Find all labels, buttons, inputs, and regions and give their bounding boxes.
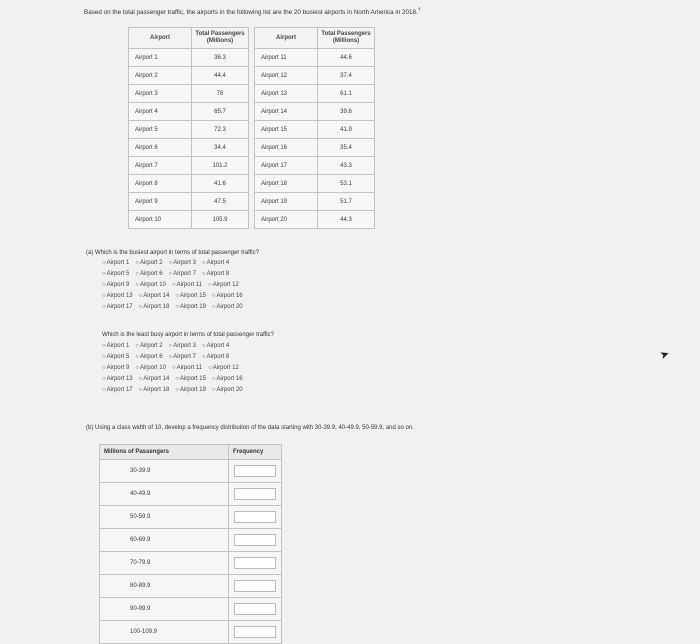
frequency-cell bbox=[229, 598, 282, 621]
airport-name: Airport 2 bbox=[129, 67, 192, 85]
table-row bbox=[100, 506, 282, 529]
passenger-value: 53.1 bbox=[318, 175, 375, 193]
frequency-input[interactable] bbox=[234, 465, 276, 477]
frequency-input[interactable] bbox=[234, 580, 276, 592]
intro-text: Based on the total passenger traffic, the airports in the following list are the 20 busiest airports in North America in 2018.† bbox=[84, 7, 421, 17]
header-total: Total Passengers (Millions) bbox=[318, 28, 375, 49]
passenger-value: 37.4 bbox=[318, 67, 375, 85]
table-row bbox=[100, 552, 282, 575]
airport-name: Airport 1 bbox=[129, 49, 192, 67]
passenger-value: 41.9 bbox=[318, 121, 375, 139]
class-interval: 30-39.9 bbox=[100, 460, 229, 483]
airport-name: Airport 8 bbox=[129, 175, 192, 193]
passenger-value: 44.3 bbox=[318, 211, 375, 229]
radio-option[interactable]: ○ Airport 13 bbox=[102, 376, 133, 382]
airport-name: Airport 15 bbox=[255, 121, 318, 139]
class-interval: 90-99.9 bbox=[100, 598, 229, 621]
table-row bbox=[100, 598, 282, 621]
table-row bbox=[129, 193, 249, 211]
radio-option[interactable]: ○ Airport 19 bbox=[175, 304, 206, 310]
radio-option[interactable]: ○ Airport 14 bbox=[139, 293, 170, 299]
airport-table-right bbox=[254, 27, 375, 229]
radio-option[interactable]: ○ Airport 6 bbox=[135, 271, 162, 277]
class-interval: 60-69.9 bbox=[100, 529, 229, 552]
airport-name: Airport 7 bbox=[129, 157, 192, 175]
table-row bbox=[100, 460, 282, 483]
option-row bbox=[102, 269, 249, 280]
table-row bbox=[129, 121, 249, 139]
question-a2-options bbox=[102, 341, 249, 396]
table-row bbox=[255, 67, 375, 85]
class-interval: 100-109.9 bbox=[100, 621, 229, 644]
radio-option[interactable]: ○ Airport 12 bbox=[208, 365, 239, 371]
frequency-input[interactable] bbox=[234, 488, 276, 500]
airport-name: Airport 14 bbox=[255, 103, 318, 121]
radio-option[interactable]: ○ Airport 3 bbox=[169, 343, 196, 349]
option-row bbox=[102, 258, 249, 269]
radio-option[interactable]: ○ Airport 7 bbox=[169, 271, 196, 277]
frequency-input[interactable] bbox=[234, 557, 276, 569]
passenger-value: 34.4 bbox=[192, 139, 249, 157]
airport-name: Airport 10 bbox=[129, 211, 192, 229]
radio-option[interactable]: ○ Airport 18 bbox=[139, 387, 170, 393]
airport-name: Airport 16 bbox=[255, 139, 318, 157]
radio-option[interactable]: ○ Airport 8 bbox=[202, 271, 229, 277]
passenger-value: 51.7 bbox=[318, 193, 375, 211]
radio-option[interactable]: ○ Airport 2 bbox=[135, 260, 162, 266]
frequency-cell bbox=[229, 460, 282, 483]
airport-name: Airport 9 bbox=[129, 193, 192, 211]
radio-option[interactable]: ○ Airport 7 bbox=[169, 354, 196, 360]
airport-table-left bbox=[128, 27, 249, 229]
radio-option[interactable]: ○ Airport 17 bbox=[102, 387, 133, 393]
frequency-cell bbox=[229, 575, 282, 598]
table-row bbox=[255, 103, 375, 121]
header-frequency: Frequency bbox=[229, 445, 282, 460]
frequency-cell bbox=[229, 483, 282, 506]
header-class: Millions of Passengers bbox=[100, 445, 229, 460]
frequency-cell bbox=[229, 552, 282, 575]
radio-option[interactable]: ○ Airport 4 bbox=[202, 260, 229, 266]
radio-option[interactable]: ○ Airport 10 bbox=[135, 282, 166, 288]
airport-name: Airport 17 bbox=[255, 157, 318, 175]
radio-option[interactable]: ○ Airport 4 bbox=[202, 343, 229, 349]
table-row bbox=[129, 85, 249, 103]
passenger-value: 44.4 bbox=[192, 67, 249, 85]
radio-option[interactable]: ○ Airport 6 bbox=[135, 354, 162, 360]
table-row bbox=[129, 103, 249, 121]
question-a-label: (a) Which is the busiest airport in terms of total passenger traffic? bbox=[86, 250, 259, 256]
option-row bbox=[102, 280, 249, 291]
passenger-value: 47.5 bbox=[192, 193, 249, 211]
passenger-value: 43.3 bbox=[318, 157, 375, 175]
table-row bbox=[255, 157, 375, 175]
airport-name: Airport 6 bbox=[129, 139, 192, 157]
table-row bbox=[129, 157, 249, 175]
airport-name: Airport 5 bbox=[129, 121, 192, 139]
radio-option[interactable]: ○ Airport 3 bbox=[169, 260, 196, 266]
frequency-cell bbox=[229, 621, 282, 644]
table-row bbox=[255, 175, 375, 193]
airport-name: Airport 12 bbox=[255, 67, 318, 85]
radio-option[interactable]: ○ Airport 15 bbox=[175, 293, 206, 299]
passenger-value: 105.9 bbox=[192, 211, 249, 229]
option-row bbox=[102, 291, 249, 302]
option-row bbox=[102, 341, 249, 352]
radio-option[interactable]: ○ Airport 20 bbox=[212, 304, 243, 310]
table-row bbox=[255, 139, 375, 157]
radio-option[interactable]: ○ Airport 2 bbox=[135, 343, 162, 349]
passenger-value: 41.6 bbox=[192, 175, 249, 193]
radio-option[interactable]: ○ Airport 20 bbox=[212, 387, 243, 393]
radio-option[interactable]: ○ Airport 11 bbox=[172, 282, 202, 288]
radio-option[interactable]: ○ Airport 8 bbox=[202, 354, 229, 360]
table-row bbox=[129, 175, 249, 193]
table-row bbox=[100, 483, 282, 506]
table-row bbox=[255, 211, 375, 229]
radio-option[interactable]: ○ Airport 10 bbox=[135, 365, 166, 371]
radio-option[interactable]: ○ Airport 1 bbox=[102, 343, 129, 349]
frequency-input[interactable] bbox=[234, 534, 276, 546]
airport-name: Airport 4 bbox=[129, 103, 192, 121]
class-interval: 70-79.9 bbox=[100, 552, 229, 575]
class-interval: 80-89.9 bbox=[100, 575, 229, 598]
option-row bbox=[102, 385, 249, 396]
radio-option[interactable]: ○ Airport 9 bbox=[102, 282, 129, 288]
header-airport: Airport bbox=[255, 28, 318, 49]
radio-option[interactable]: ○ Airport 14 bbox=[139, 376, 170, 382]
frequency-cell bbox=[229, 529, 282, 552]
table-row bbox=[100, 621, 282, 644]
header-total: Total Passengers (Millions) bbox=[192, 28, 249, 49]
table-row bbox=[129, 49, 249, 67]
frequency-cell bbox=[229, 506, 282, 529]
airport-name: Airport 3 bbox=[129, 85, 192, 103]
airport-name: Airport 11 bbox=[255, 49, 318, 67]
option-row bbox=[102, 363, 249, 374]
frequency-table bbox=[99, 444, 282, 644]
radio-option[interactable]: ○ Airport 15 bbox=[175, 376, 206, 382]
class-interval: 40-49.9 bbox=[100, 483, 229, 506]
airport-name: Airport 18 bbox=[255, 175, 318, 193]
airport-name: Airport 20 bbox=[255, 211, 318, 229]
radio-option[interactable]: ○ Airport 5 bbox=[102, 271, 129, 277]
question-a2-label: Which is the least busy airport in terms of total passenger traffic? bbox=[102, 332, 274, 338]
radio-option[interactable]: ○ Airport 1 bbox=[102, 260, 129, 266]
table-row bbox=[255, 85, 375, 103]
passenger-value: 72.3 bbox=[192, 121, 249, 139]
radio-option[interactable]: ○ Airport 5 bbox=[102, 354, 129, 360]
passenger-value: 78 bbox=[192, 85, 249, 103]
table-row bbox=[100, 575, 282, 598]
question-b-label: (b) Using a class width of 10, develop a frequency distribution of the data starting with 30-39.9, 40-49.9, 50-59.9, and so on. bbox=[86, 425, 414, 431]
table-row bbox=[129, 139, 249, 157]
radio-option[interactable]: ○ Airport 19 bbox=[175, 387, 206, 393]
table-row bbox=[255, 49, 375, 67]
option-row bbox=[102, 302, 249, 313]
passenger-value: 101.2 bbox=[192, 157, 249, 175]
radio-option[interactable]: ○ Airport 11 bbox=[172, 365, 202, 371]
airport-name: Airport 13 bbox=[255, 85, 318, 103]
frequency-input[interactable] bbox=[234, 511, 276, 523]
passenger-value: 61.1 bbox=[318, 85, 375, 103]
passenger-value: 39.6 bbox=[318, 103, 375, 121]
frequency-input[interactable] bbox=[234, 603, 276, 615]
passenger-value: 35.4 bbox=[318, 139, 375, 157]
table-row bbox=[129, 67, 249, 85]
radio-option[interactable]: ○ Airport 16 bbox=[212, 293, 243, 299]
option-row bbox=[102, 352, 249, 363]
radio-option[interactable]: ○ Airport 9 bbox=[102, 365, 129, 371]
class-interval: 50-59.9 bbox=[100, 506, 229, 529]
radio-option[interactable]: ○ Airport 13 bbox=[102, 293, 133, 299]
table-row bbox=[100, 529, 282, 552]
table-row bbox=[255, 121, 375, 139]
table-row bbox=[129, 211, 249, 229]
mouse-cursor-icon: ➤ bbox=[658, 347, 672, 363]
radio-option[interactable]: ○ Airport 18 bbox=[139, 304, 170, 310]
option-row bbox=[102, 374, 249, 385]
radio-option[interactable]: ○ Airport 17 bbox=[102, 304, 133, 310]
radio-option[interactable]: ○ Airport 16 bbox=[212, 376, 243, 382]
question-a-options bbox=[102, 258, 249, 313]
table-row bbox=[255, 193, 375, 211]
passenger-value: 65.7 bbox=[192, 103, 249, 121]
header-airport: Airport bbox=[129, 28, 192, 49]
passenger-value: 36.3 bbox=[192, 49, 249, 67]
passenger-value: 44.6 bbox=[318, 49, 375, 67]
airport-name: Airport 19 bbox=[255, 193, 318, 211]
frequency-input[interactable] bbox=[234, 626, 276, 638]
radio-option[interactable]: ○ Airport 12 bbox=[208, 282, 239, 288]
